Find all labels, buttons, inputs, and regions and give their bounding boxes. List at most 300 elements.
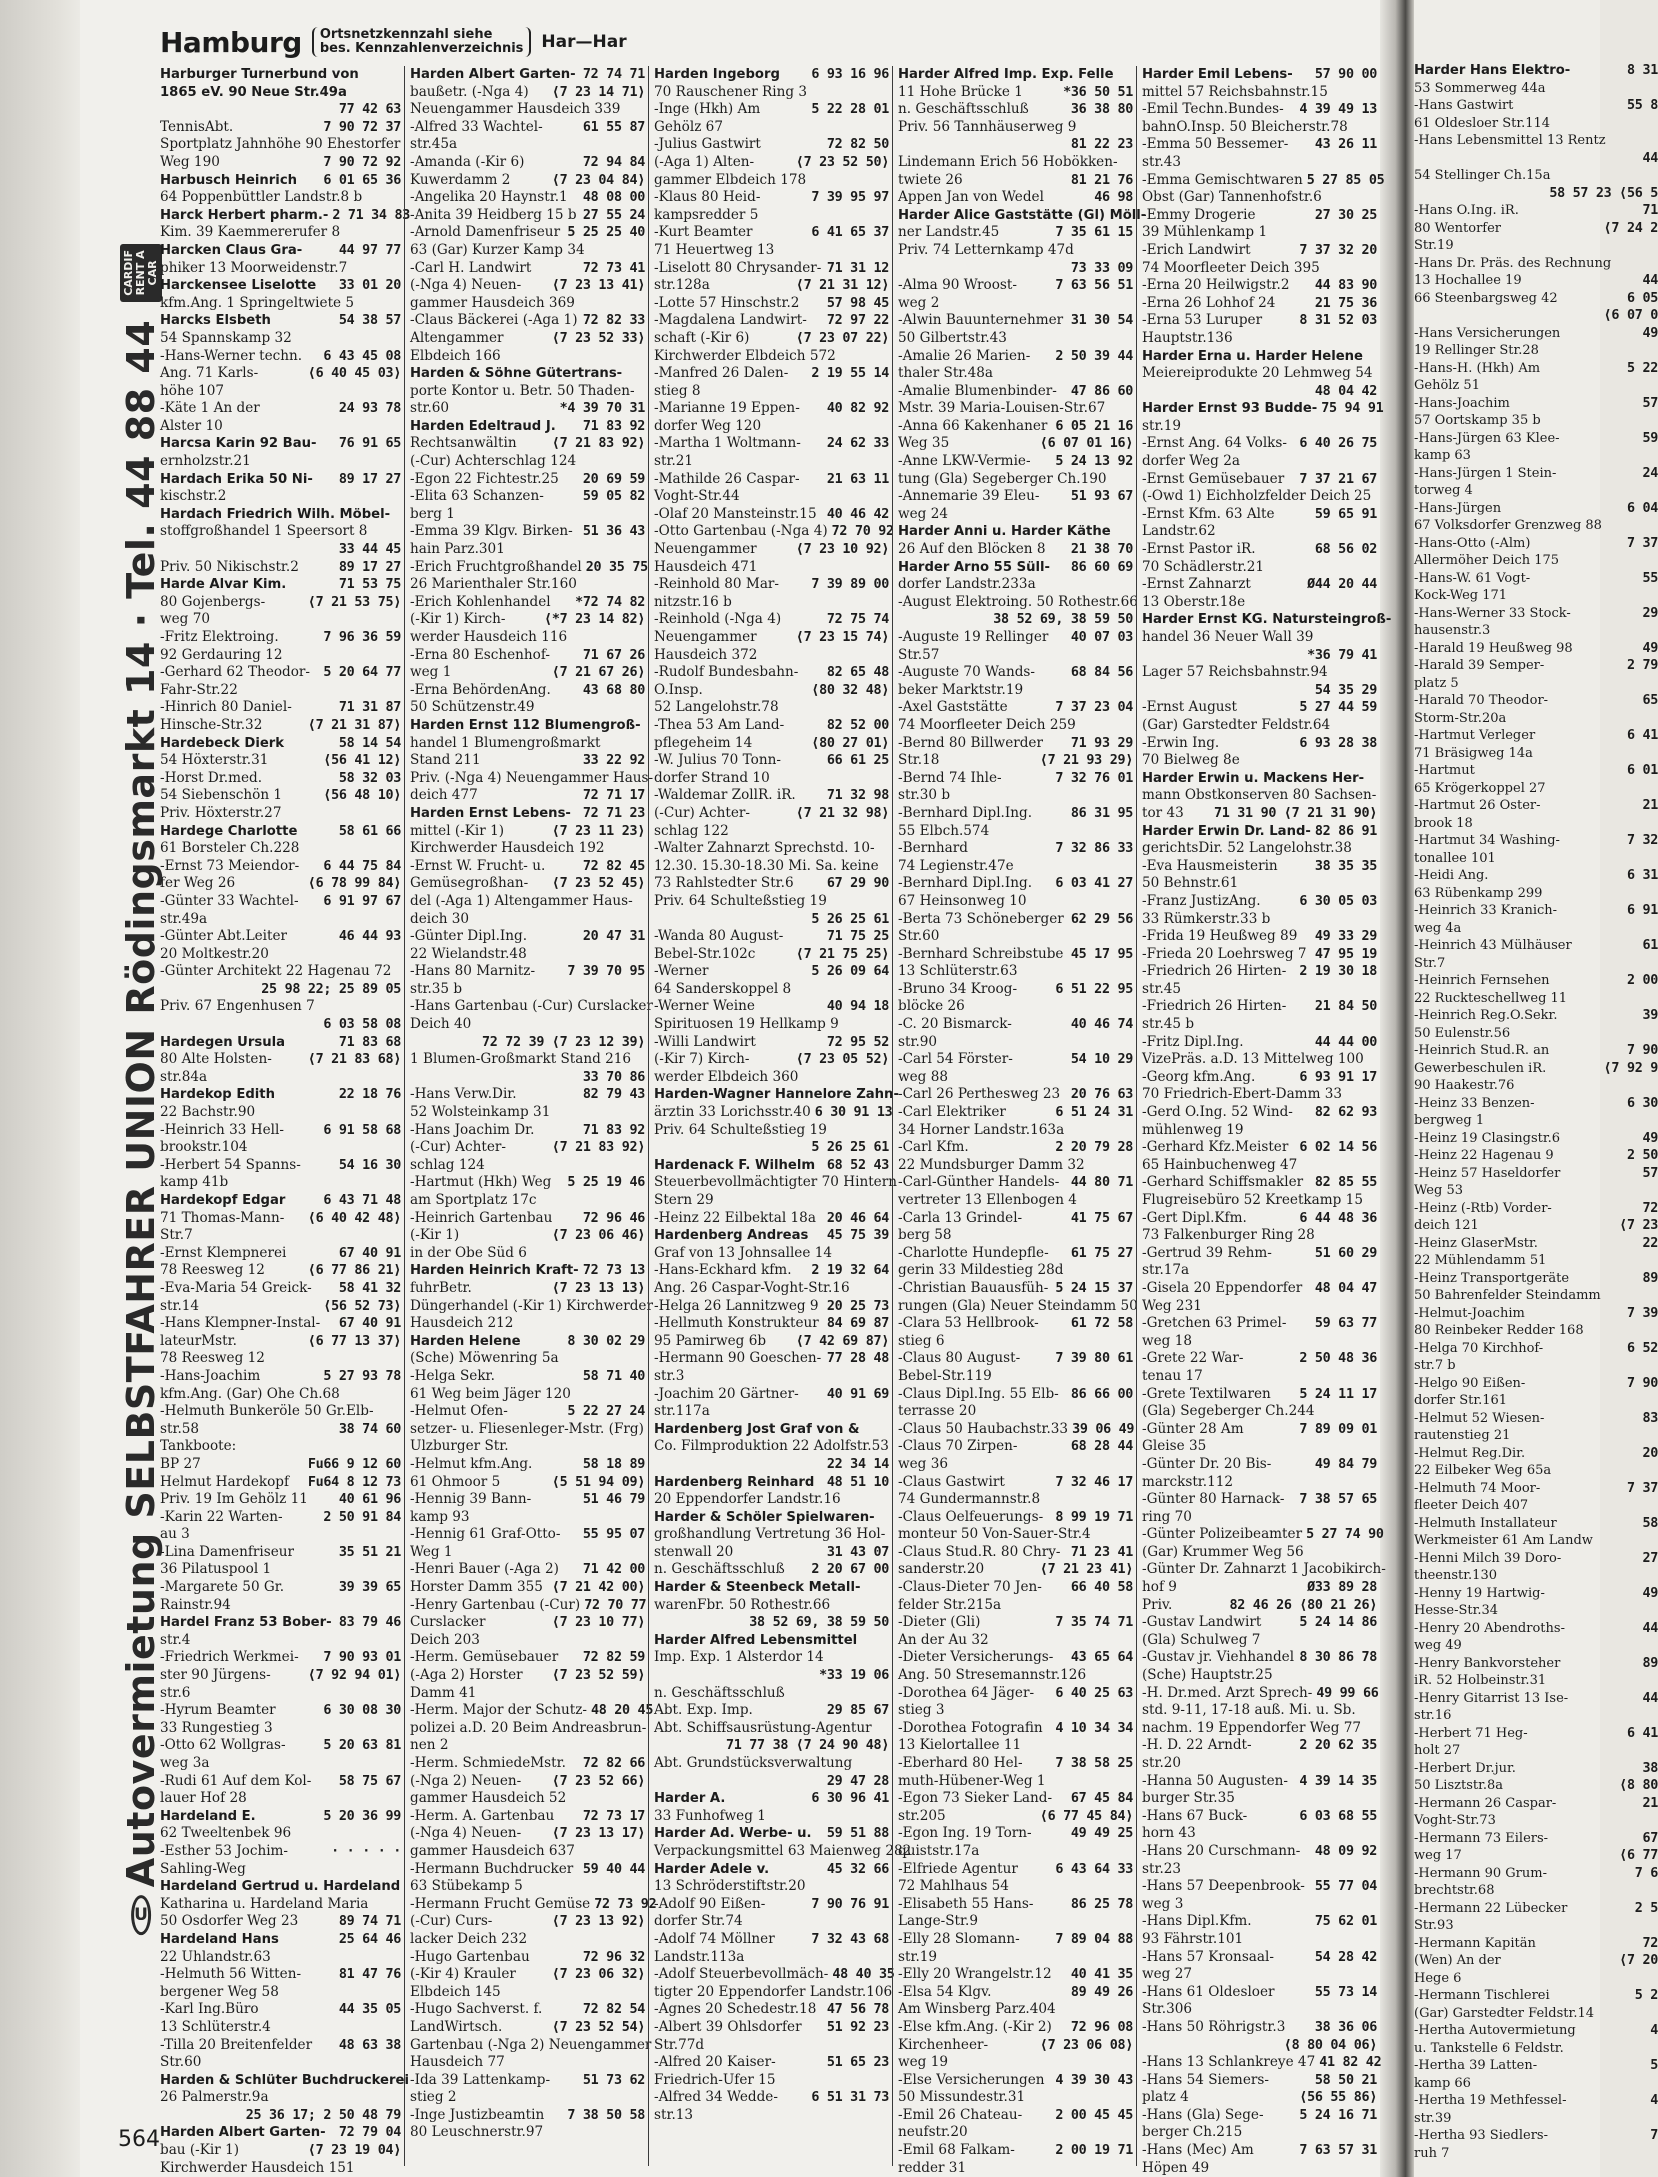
directory-entry bbox=[1142, 963, 1377, 981]
entry-name: Harcks Elsbeth bbox=[160, 313, 271, 329]
entry-name: -Emmy Drogerie bbox=[1142, 206, 1256, 223]
entry-phone: ⟨6 07 0 bbox=[1603, 308, 1658, 323]
directory-entry bbox=[898, 435, 1133, 453]
entry-name: Harder & Steenbeck Metall- bbox=[654, 1580, 861, 1596]
entry-name: -Horst Dr.med. bbox=[160, 769, 263, 786]
entry-name: 74 Gundermannstr.8 bbox=[898, 1491, 1041, 1508]
entry-name: berg 1 bbox=[410, 505, 455, 522]
directory-entry bbox=[1142, 154, 1377, 172]
directory-entry bbox=[160, 84, 401, 102]
entry-name: -Alfred 34 Wedde- bbox=[654, 2089, 778, 2106]
entry-name: -Dorothea Fotografin bbox=[898, 1719, 1043, 1736]
entry-name: -Elita 63 Schanzen- bbox=[410, 488, 544, 505]
directory-entry bbox=[160, 682, 401, 700]
directory-entry bbox=[654, 647, 889, 665]
entry-name: -Carl Kfm. bbox=[898, 1139, 969, 1156]
entry-name: Allermöher Deich 175 bbox=[1414, 553, 1560, 568]
entry-phone: 39 39 65 bbox=[338, 1580, 401, 1596]
directory-entry bbox=[654, 963, 889, 981]
entry-name: -Gerhard Kfz.Meister bbox=[1142, 1139, 1289, 1156]
entry-name: Kim. 39 Kaemmererufer 8 bbox=[160, 224, 341, 241]
entry-name: kamp 93 bbox=[410, 1508, 470, 1525]
entry-phone: 20 47 31 bbox=[582, 929, 645, 945]
directory-entry bbox=[654, 594, 889, 612]
entry-name: -Inge Justizbeamtin bbox=[410, 2106, 545, 2123]
entry-name: Lange-Str.9 bbox=[898, 1913, 978, 1930]
entry-name: weg 17 bbox=[1414, 1848, 1462, 1863]
entry-name: 20 Moltkestr.20 bbox=[160, 945, 269, 962]
entry-phone: ⟨7 23 06 32⟩ bbox=[551, 1967, 645, 1983]
entry-phone: 48 04 47 bbox=[1314, 1280, 1377, 1296]
entry-phone: 43 26 11 bbox=[1314, 137, 1377, 153]
entry-phone: 76 91 65 bbox=[338, 436, 401, 452]
entry-name: Str.18 bbox=[898, 752, 940, 769]
entry-phone: 62 29 56 bbox=[1070, 911, 1133, 927]
entry-name: hausenstr.3 bbox=[1414, 623, 1491, 638]
entry-phone: 49 bbox=[1642, 1585, 1658, 1601]
entry-name: Am Winsberg Parz.404 bbox=[898, 2001, 1056, 2018]
entry-name: -Gerd O.Ing. 52 Wind- bbox=[1142, 1104, 1293, 1121]
entry-phone: ⟨7 23 bbox=[1619, 1218, 1658, 1233]
directory-entry bbox=[898, 911, 1133, 929]
directory-entry bbox=[160, 576, 401, 594]
entry-name: tor 43 bbox=[1142, 804, 1184, 821]
entry-phone: 38 52 69, 38 59 50 bbox=[993, 612, 1133, 628]
entry-name: -Hugo Sachverst. f. bbox=[410, 2001, 543, 2018]
entry-phone: 31 30 54 bbox=[1070, 313, 1133, 329]
entry-phone: 5 24 16 71 bbox=[1299, 2107, 1377, 2123]
union-logo-icon: U bbox=[131, 1895, 151, 1935]
directory-entry bbox=[1142, 1245, 1377, 1263]
directory-entry bbox=[898, 506, 1133, 524]
header-note-line1: Ortsnetzkennzahl siehe bbox=[319, 27, 493, 42]
directory-entry bbox=[410, 1808, 645, 1826]
directory-entry bbox=[898, 858, 1133, 876]
entry-name: weg 19 bbox=[898, 2054, 949, 2071]
entry-name: (Gar) Krummer Weg 56 bbox=[1142, 1543, 1304, 1560]
directory-entry bbox=[410, 1509, 645, 1527]
entry-name: -Helmut Ofen- bbox=[410, 1403, 508, 1420]
directory-entry bbox=[1142, 1614, 1377, 1632]
entry-name: weg 36 bbox=[898, 1455, 949, 1472]
entry-name: -Karin 22 Warten- bbox=[160, 1508, 283, 1525]
entry-name: 50 Osdorfer Weg 23 bbox=[160, 1913, 299, 1930]
directory-entry bbox=[160, 1122, 401, 1140]
entry-name: -Hans (Gla) Sege- bbox=[1142, 2106, 1264, 2123]
directory-entry bbox=[654, 1614, 889, 1632]
directory-entry bbox=[898, 1122, 1133, 1140]
entry-name: Hinsche-Str.32 bbox=[160, 716, 263, 733]
directory-entry bbox=[410, 1438, 645, 1456]
directory-entry bbox=[654, 541, 889, 559]
directory-entry bbox=[160, 2107, 401, 2125]
entry-name: -Hermann 22 Lübecker bbox=[1414, 1900, 1568, 1916]
entry-phone: 6 51 22 95 bbox=[1055, 981, 1133, 997]
directory-entry bbox=[160, 1491, 401, 1509]
directory-entry bbox=[410, 312, 645, 330]
directory-entry bbox=[1414, 237, 1658, 255]
entry-phone: 7 37 bbox=[1626, 1480, 1658, 1496]
directory-entry bbox=[1142, 136, 1377, 154]
entry-name: Harburger Turnerbund von bbox=[160, 67, 359, 82]
directory-entry bbox=[654, 1192, 889, 1210]
entry-phone: 6 30 08 30 bbox=[323, 1703, 401, 1719]
directory-entry bbox=[1142, 418, 1377, 436]
directory-entry bbox=[898, 893, 1133, 911]
directory-entry bbox=[160, 629, 401, 647]
entry-name: 78 Reesweg 12 bbox=[160, 1350, 265, 1367]
entry-name: (-Kir 7) Kirch- bbox=[654, 1051, 750, 1068]
entry-name: 67 Heinsonweg 10 bbox=[898, 892, 1027, 909]
entry-phone: 5 2 bbox=[1634, 1988, 1658, 2003]
directory-column bbox=[1136, 66, 1392, 2176]
entry-phone: 5 24 15 37 bbox=[1055, 1280, 1133, 1296]
directory-entry bbox=[160, 1773, 401, 1791]
entry-name: -Hans Klempner-Instal- bbox=[160, 1315, 321, 1332]
directory-entry bbox=[160, 365, 401, 383]
directory-entry bbox=[654, 1949, 889, 1967]
directory-entry bbox=[1414, 1462, 1658, 1480]
entry-phone: 40 46 42 bbox=[826, 506, 889, 522]
directory-entry bbox=[898, 1297, 1138, 1316]
directory-entry bbox=[654, 348, 889, 366]
directory-entry bbox=[1414, 2110, 1658, 2128]
entry-name: -Auguste 19 Rellinger bbox=[898, 629, 1049, 645]
directory-entry bbox=[410, 1386, 645, 1404]
entry-phone: 6 02 14 56 bbox=[1299, 1140, 1377, 1156]
directory-entry bbox=[898, 1210, 1133, 1228]
directory-entry bbox=[654, 365, 889, 383]
entry-name: -Bernhard bbox=[898, 840, 968, 857]
entry-name: Stand 211 bbox=[410, 752, 481, 769]
entry-name: (-Nga 2) Neuen- bbox=[410, 1772, 522, 1789]
entry-phone: 57 98 45 bbox=[826, 295, 889, 311]
directory-entry bbox=[1142, 1896, 1377, 1914]
entry-name: Mstr. 39 Maria-Louisen-Str.67 bbox=[898, 400, 1106, 417]
entry-name: -Heinz 19 Clasingstr.6 bbox=[1414, 1130, 1561, 1146]
directory-entry bbox=[654, 1298, 889, 1316]
entry-phone: 71 67 26 bbox=[582, 647, 645, 663]
directory-entry bbox=[410, 207, 645, 225]
directory-entry bbox=[1414, 1182, 1658, 1200]
entry-name: Deich 40 bbox=[410, 1016, 472, 1033]
directory-entry bbox=[410, 2054, 645, 2072]
directory-entry bbox=[654, 471, 889, 489]
entry-phone: 33 01 20 bbox=[338, 278, 401, 294]
directory-entry bbox=[410, 541, 645, 559]
entry-name: dorfer Str.161 bbox=[1414, 1393, 1508, 1408]
directory-entry bbox=[160, 1104, 401, 1122]
directory-entry bbox=[160, 963, 401, 981]
entry-phone: 5 20 36 99 bbox=[323, 1808, 401, 1824]
entry-name: -Claus Oelfeuerungs- bbox=[898, 1508, 1044, 1525]
directory-entry bbox=[410, 418, 645, 436]
entry-phone: ⟨7 92 94 01⟩ bbox=[307, 1668, 401, 1684]
entry-phone: 46 98 bbox=[1094, 190, 1133, 206]
entry-name: hain Parz.301 bbox=[410, 541, 505, 558]
entry-name: n. Geschäftsschluß bbox=[898, 101, 1029, 118]
directory-entry bbox=[654, 1262, 889, 1280]
entry-phone: ⟨7 23 11 23⟩ bbox=[551, 823, 645, 839]
entry-phone: 22 bbox=[1642, 1235, 1658, 1251]
entry-phone: 39 bbox=[1642, 1008, 1658, 1023]
entry-name: -Hertha 19 Methfessel- bbox=[1414, 2093, 1567, 2108]
entry-name: -Hans-Jürgen bbox=[1414, 500, 1502, 516]
entry-name: -Bernd 80 Billwerder bbox=[898, 734, 1043, 751]
entry-name: -Gustav jr. Viehhandel bbox=[1142, 1649, 1295, 1666]
entry-phone: 7 37 32 20 bbox=[1299, 242, 1377, 258]
entry-phone: 48 51 10 bbox=[826, 1474, 889, 1490]
entry-name: Gehölz 51 bbox=[1414, 378, 1480, 393]
entry-phone: 20 76 63 bbox=[1070, 1087, 1133, 1103]
entry-name: str.19 bbox=[898, 1948, 938, 1965]
entry-phone: 44 bbox=[1642, 1620, 1658, 1636]
entry-phone: 44 bbox=[1642, 1690, 1658, 1706]
entry-name: Hesse-Str.34 bbox=[1414, 1603, 1499, 1618]
entry-name: 71 Heuertweg 13 bbox=[654, 241, 775, 258]
entry-phone: 8 31 52 03 bbox=[1299, 313, 1377, 329]
directory-entry bbox=[654, 136, 889, 154]
entry-name: Harder Alfred Imp. Exp. Felle bbox=[898, 67, 1114, 82]
entry-phone: 72 71 17 bbox=[582, 788, 645, 804]
entry-name: bergener Weg 58 bbox=[160, 1983, 279, 2000]
entry-name: -Helmut Reg.Dir. bbox=[1414, 1445, 1526, 1461]
directory-entry bbox=[410, 594, 645, 612]
entry-name: -Hans Joachim Dr. bbox=[410, 1121, 535, 1138]
directory-entry bbox=[160, 66, 401, 84]
directory-entry bbox=[160, 1949, 401, 1967]
entry-name: -Heinrich Reg.O.Sekr. bbox=[1414, 1008, 1558, 1023]
entry-name: torweg 4 bbox=[1414, 483, 1473, 498]
directory-entry bbox=[898, 1878, 1133, 1896]
directory-entry bbox=[410, 858, 645, 876]
entry-phone: 7 63 57 31 bbox=[1299, 2143, 1377, 2159]
entry-name: Hardegen Ursula bbox=[160, 1034, 286, 1050]
entry-phone: ⟨7 21 75 25⟩ bbox=[795, 946, 889, 962]
badge-line2: RENT A CAR bbox=[134, 250, 159, 296]
directory-entry bbox=[898, 1104, 1133, 1122]
entry-phone: ⟨7 23 52 66⟩ bbox=[551, 1773, 645, 1789]
directory-entry bbox=[898, 1913, 1133, 1931]
directory-entry bbox=[410, 1297, 653, 1316]
entry-name: -Werner bbox=[654, 963, 709, 980]
directory-entry bbox=[1414, 1305, 1658, 1323]
entry-name: lauer Hof 28 bbox=[160, 1790, 247, 1807]
directory-entry bbox=[1414, 1410, 1658, 1428]
entry-name: mühlenweg 19 bbox=[1142, 1121, 1244, 1138]
entry-name: -Bernd 74 Ihle- bbox=[898, 769, 1002, 786]
directory-entry bbox=[160, 2124, 401, 2142]
directory-entry bbox=[898, 2142, 1133, 2160]
entry-name: -Helmuth 74 Moor- bbox=[1414, 1480, 1541, 1496]
directory-entry bbox=[1142, 735, 1377, 753]
entry-phone: 89 bbox=[1642, 1655, 1658, 1671]
directory-entry bbox=[654, 576, 889, 594]
entry-name: -Heinrich 33 Kranich- bbox=[1414, 903, 1558, 918]
entry-name: -Hartmut bbox=[1414, 763, 1475, 778]
entry-phone: 6 91 97 67 bbox=[323, 893, 401, 909]
next-page-column bbox=[1414, 0, 1658, 2161]
entry-name: tigter 20 Eppendorfer Landstr.106 bbox=[654, 1983, 893, 2000]
directory-entry bbox=[1142, 1456, 1377, 1474]
scan-border-left bbox=[0, 0, 82, 2177]
entry-name: -Heinrich Gartenbau bbox=[410, 1209, 553, 1226]
entry-phone: 82 65 48 bbox=[826, 665, 889, 681]
entry-name: -Egon 73 Sieker Land- bbox=[898, 1790, 1053, 1807]
entry-phone: 72 73 41 bbox=[582, 260, 645, 276]
entry-name: ster 90 Jürgens- bbox=[160, 1667, 271, 1684]
directory-entry bbox=[1142, 1192, 1377, 1210]
entry-phone: 73 33 09 bbox=[1070, 260, 1133, 276]
entry-name: Rainstr.94 bbox=[160, 1596, 231, 1613]
entry-name: kamp 66 bbox=[1414, 2075, 1471, 2091]
directory-entry bbox=[410, 295, 645, 313]
book-gutter bbox=[1380, 0, 1414, 2177]
entry-phone: 81 21 76 bbox=[1070, 172, 1133, 188]
next-page-edge bbox=[1414, 0, 1658, 2177]
entry-phone: 58 32 03 bbox=[338, 770, 401, 786]
directory-entry bbox=[1142, 911, 1377, 929]
directory-entry bbox=[160, 823, 401, 841]
entry-name: brookstr.104 bbox=[160, 1139, 248, 1156]
entry-name: -Herbert Dr.jur. bbox=[1414, 1760, 1516, 1776]
entry-name: Harckensee Liselotte bbox=[160, 278, 317, 294]
directory-entry bbox=[1142, 1755, 1377, 1773]
entry-name: -Claus Stud.R. 80 Chry- bbox=[898, 1543, 1061, 1560]
entry-name: -Erich Landwirt bbox=[1142, 241, 1251, 258]
directory-entry bbox=[1414, 132, 1658, 150]
header-city: Hamburg bbox=[160, 25, 302, 59]
entry-phone: 5 25 19 46 bbox=[567, 1175, 645, 1191]
directory-entry bbox=[410, 1069, 645, 1087]
entry-name: horn 43 bbox=[1142, 1825, 1196, 1842]
entry-phone: 29 47 28 bbox=[826, 1773, 889, 1789]
entry-name: -Heinz Transportgeräte bbox=[1414, 1270, 1570, 1286]
entry-name: -Wanda 80 August- bbox=[654, 928, 784, 945]
directory-entry bbox=[1142, 770, 1377, 788]
directory-entry bbox=[1142, 2107, 1377, 2125]
directory-entry bbox=[410, 664, 645, 682]
entry-phone: ⟨7 23 06 46⟩ bbox=[551, 1228, 645, 1244]
entry-name: Gartenbau (-Nga 2) Neuengammer bbox=[410, 2036, 652, 2053]
entry-name: (-Kir 1) Kirch- bbox=[410, 611, 506, 628]
entry-name: -Claus Dipl.Ing. 55 Elb- bbox=[898, 1385, 1059, 1402]
entry-phone: 58 57 23 ⟨56 5 bbox=[1549, 185, 1658, 201]
entry-name: -Hermann Kapitän bbox=[1414, 1935, 1536, 1951]
entry-name: dorfer Weg 120 bbox=[654, 417, 762, 434]
entry-phone: 72 82 59 bbox=[582, 1650, 645, 1666]
entry-name: 61 Oldesloer Str.114 bbox=[1414, 115, 1551, 131]
entry-name: Priv. 56 Tannhäuserweg 9 bbox=[898, 118, 1077, 135]
entry-phone: 58 41 32 bbox=[338, 1280, 401, 1296]
directory-entry bbox=[898, 2054, 1133, 2072]
entry-name: 22 Mühlendamm 51 bbox=[1414, 1253, 1547, 1268]
directory-entry bbox=[1142, 189, 1377, 207]
entry-name: -Heinz 22 Eilbektal 18a bbox=[654, 1209, 816, 1226]
directory-entry bbox=[160, 1737, 401, 1755]
entry-phone: 2 50 bbox=[1626, 1148, 1658, 1163]
directory-entry bbox=[1142, 981, 1377, 999]
directory-entry bbox=[1142, 1685, 1377, 1703]
entry-phone: ⟨6 77 13 37⟩ bbox=[307, 1333, 401, 1349]
entry-name: 1 Blumen-Großmarkt Stand 216 bbox=[410, 1051, 632, 1068]
directory-entry bbox=[160, 1685, 401, 1703]
entry-phone: 48 63 38 bbox=[338, 2037, 401, 2053]
entry-name: Damm 41 bbox=[410, 1684, 477, 1701]
entry-name: -Heidi Ang. bbox=[1414, 868, 1489, 883]
entry-name: str.45a bbox=[410, 136, 458, 153]
entry-name: Gewerbeschulen iR. bbox=[1414, 1060, 1547, 1076]
entry-phone: 6 30 91 13 bbox=[814, 1105, 893, 1121]
entry-phone: ⟨7 23 13 41⟩ bbox=[551, 278, 645, 294]
entry-name: str.14 bbox=[160, 1297, 200, 1314]
directory-entry bbox=[410, 1491, 645, 1509]
entry-phone: 58 71 40 bbox=[582, 1368, 645, 1384]
entry-name: 61 Borsteler Ch.228 bbox=[160, 840, 300, 857]
entry-name: -Magdalena Landwirt- bbox=[654, 312, 807, 329]
entry-phone: 43 68 80 bbox=[582, 682, 645, 698]
entry-phone: 44 80 71 bbox=[1070, 1175, 1133, 1191]
directory-entry bbox=[898, 295, 1133, 313]
directory-entry bbox=[654, 224, 889, 242]
directory-entry bbox=[898, 946, 1133, 964]
entry-phone: 5 27 44 59 bbox=[1299, 700, 1377, 716]
entry-phone: ⟨7 23 52 50⟩ bbox=[795, 154, 889, 170]
entry-name: -Heinz 57 Haseldorfer bbox=[1414, 1165, 1561, 1181]
entry-name: str.35 b bbox=[410, 980, 463, 997]
directory-entry bbox=[898, 418, 1133, 436]
entry-name: bergweg 1 bbox=[1414, 1113, 1485, 1128]
entry-phone: 6 04 bbox=[1626, 500, 1658, 516]
directory-entry bbox=[898, 647, 1133, 665]
directory-entry bbox=[410, 682, 645, 700]
directory-entry bbox=[1142, 330, 1377, 348]
entry-name: -Elly 28 Slomann- bbox=[898, 1930, 1020, 1947]
entry-name: Landstr.113a bbox=[654, 1948, 745, 1965]
entry-name: weg 24 bbox=[898, 505, 949, 522]
entry-name: -Henri Bauer (-Aga 2) bbox=[410, 1561, 559, 1578]
directory-entry bbox=[160, 1386, 401, 1404]
entry-phone: 24 62 33 bbox=[826, 436, 889, 452]
entry-phone: 6 93 16 96 bbox=[811, 67, 889, 82]
entry-name: -Christian Bauausfüh- bbox=[898, 1279, 1049, 1296]
entry-name: -Lina Damenfriseur bbox=[160, 1543, 294, 1560]
entry-phone: 33 44 45 bbox=[338, 542, 401, 558]
entry-phone: 45 17 95 bbox=[1070, 946, 1133, 962]
entry-name: -Hans-Werner 33 Stock- bbox=[1414, 605, 1571, 621]
entry-phone: 59 40 44 bbox=[582, 1861, 645, 1877]
directory-entry bbox=[1142, 1649, 1377, 1667]
directory-entry bbox=[898, 1051, 1133, 1069]
entry-phone: ⟨6 40 42 48⟩ bbox=[307, 1210, 401, 1226]
entry-phone: 5 26 25 61 bbox=[811, 911, 889, 927]
directory-entry bbox=[654, 998, 889, 1016]
directory-entry bbox=[654, 717, 889, 735]
entry-name: -Hans-Otto (-Alm) bbox=[1414, 535, 1531, 551]
entry-phone: 6 01 65 36 bbox=[323, 172, 401, 188]
directory-entry bbox=[898, 1034, 1133, 1052]
entry-name: -Frida 19 Heußweg 89 bbox=[1142, 928, 1298, 945]
directory-entry bbox=[160, 1438, 401, 1456]
entry-name: berg 58 bbox=[898, 1227, 952, 1244]
directory-entry bbox=[654, 1966, 895, 1984]
directory-entry bbox=[1414, 1270, 1658, 1288]
entry-name: -Walter Zahnarzt Sprechstd. 10- bbox=[654, 840, 875, 857]
entry-name: Horster Damm 355 bbox=[410, 1579, 543, 1596]
directory-entry bbox=[160, 453, 401, 471]
entry-phone: *36 50 51 bbox=[1063, 84, 1133, 100]
entry-name: monteur 50 Von-Sauer-Str.4 bbox=[898, 1526, 1091, 1543]
